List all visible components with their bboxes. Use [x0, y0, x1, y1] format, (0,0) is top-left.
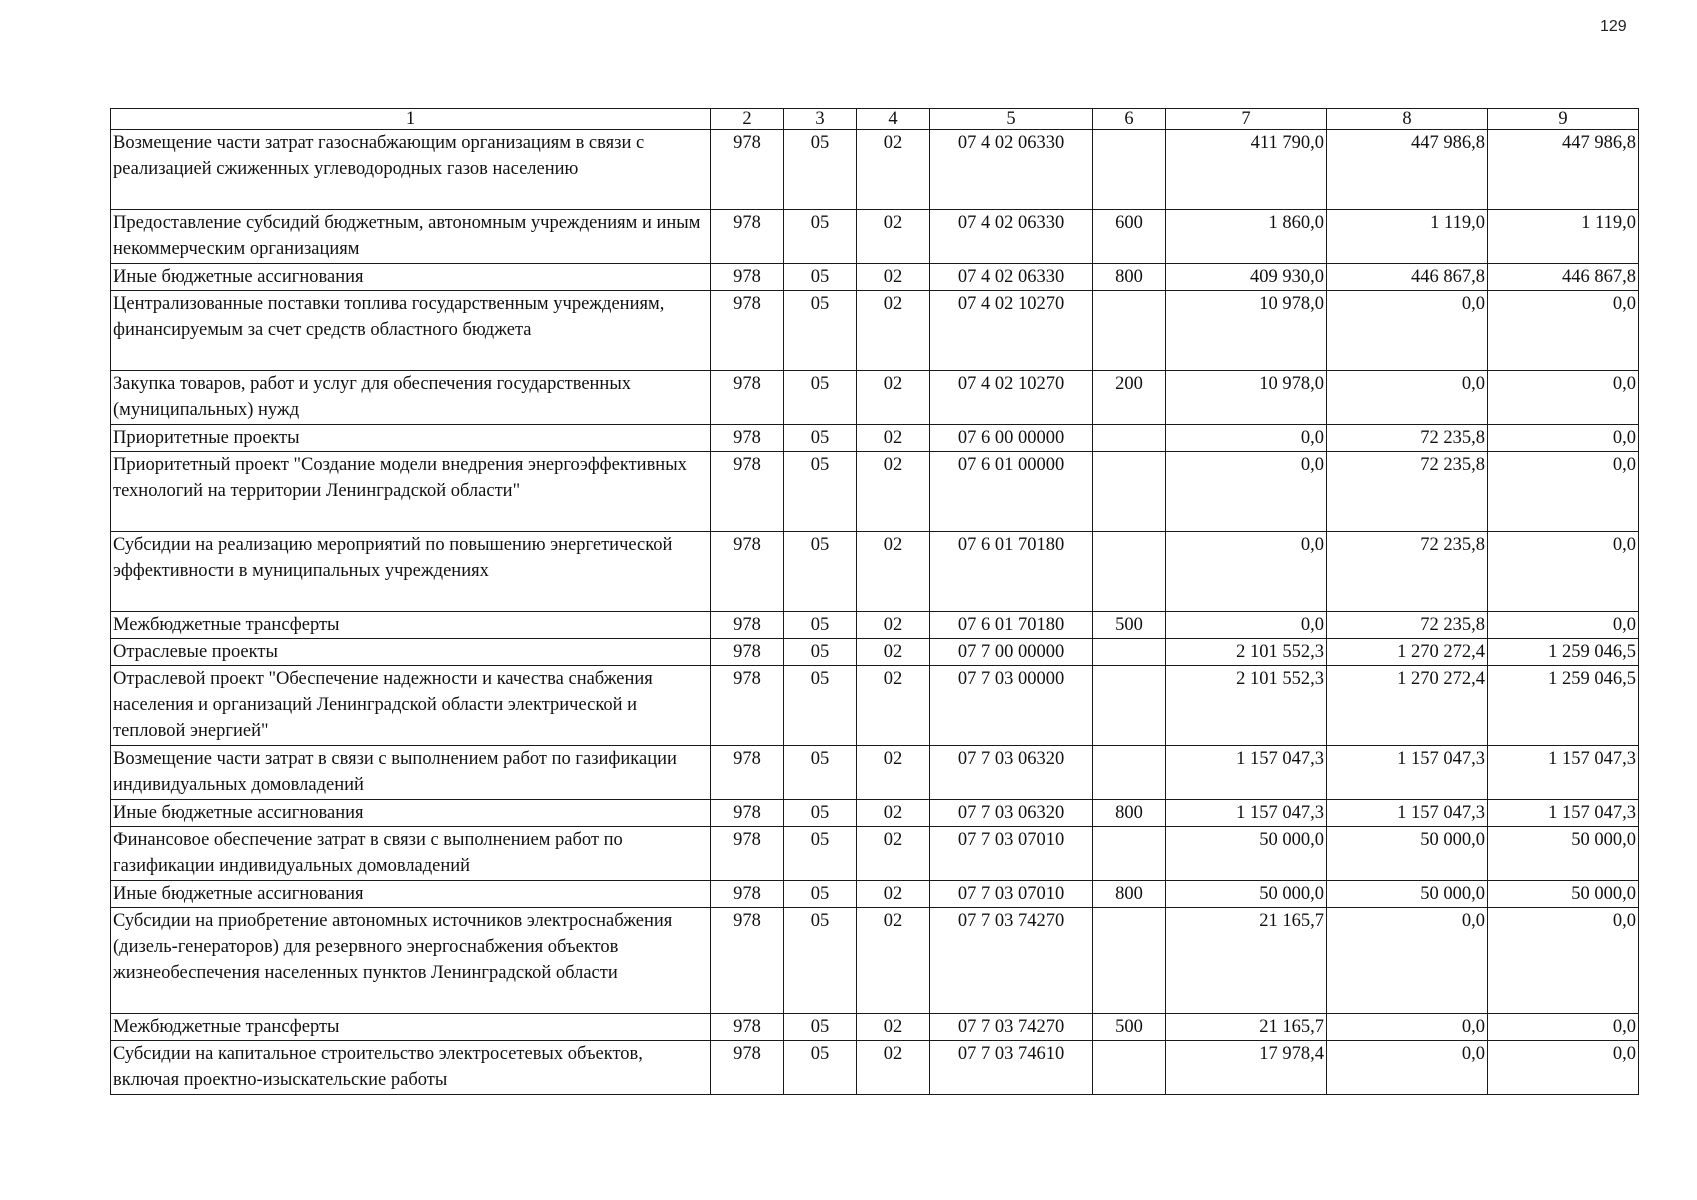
row-name: Закупка товаров, работ и услуг для обеспечения государственных (муниципальных) нужд [111, 371, 711, 425]
amount-col-9: 1 157 047,3 [1488, 746, 1639, 800]
amount-col-7: 21 165,7 [1166, 908, 1327, 1014]
section-code: 05 [784, 452, 857, 532]
section-code: 05 [784, 827, 857, 881]
section-code: 05 [784, 908, 857, 1014]
target-article-code: 07 7 03 74270 [930, 1014, 1093, 1041]
subsection-code: 02 [857, 612, 930, 639]
amount-col-9: 0,0 [1488, 452, 1639, 532]
amount-col-7: 17 978,4 [1166, 1041, 1327, 1095]
row-name: Иные бюджетные ассигнования [111, 264, 711, 291]
page-number: 129 [1600, 18, 1627, 35]
table-row [111, 210, 1639, 264]
expense-type-code: 500 [1093, 612, 1166, 639]
admin-code: 978 [711, 800, 784, 827]
amount-col-9: 50 000,0 [1488, 881, 1639, 908]
header-row [111, 109, 1639, 130]
expense-type-code: 800 [1093, 800, 1166, 827]
admin-code: 978 [711, 1014, 784, 1041]
subsection-code: 02 [857, 1041, 930, 1095]
row-name: Возмещение части затрат в связи с выполнением работ по газификации индивидуальных домовладений [111, 746, 711, 800]
amount-col-9: 0,0 [1488, 371, 1639, 425]
amount-col-8: 1 270 272,4 [1327, 639, 1488, 666]
target-article-code: 07 6 01 70180 [930, 532, 1093, 612]
amount-col-7: 0,0 [1166, 532, 1327, 612]
amount-col-8: 72 235,8 [1327, 452, 1488, 532]
target-article-code: 07 7 03 06320 [930, 746, 1093, 800]
admin-code: 978 [711, 639, 784, 666]
row-name: Субсидии на реализацию мероприятий по повышению энергетической эффективности в муниципальных учреждениях [111, 532, 711, 612]
target-article-code: 07 6 00 00000 [930, 425, 1093, 452]
amount-col-9: 1 157 047,3 [1488, 800, 1639, 827]
column-header-4: 4 [857, 109, 930, 130]
table-row [111, 371, 1639, 425]
expense-type-code: 500 [1093, 1014, 1166, 1041]
subsection-code: 02 [857, 291, 930, 371]
row-name: Финансовое обеспечение затрат в связи с выполнением работ по газификации индивидуальных домовладений [111, 827, 711, 881]
table-row [111, 264, 1639, 291]
section-code: 05 [784, 666, 857, 746]
section-code: 05 [784, 639, 857, 666]
subsection-code: 02 [857, 1014, 930, 1041]
row-name: Субсидии на приобретение автономных источников электроснабжения (дизель-генераторов) для резервного энергоснабжения объектов жизнеобеспечения населенных пунктов Ленинградской области [111, 908, 711, 1014]
section-code: 05 [784, 425, 857, 452]
amount-col-7: 10 978,0 [1166, 371, 1327, 425]
subsection-code: 02 [857, 666, 930, 746]
table-row [111, 639, 1639, 666]
expense-type-code: 800 [1093, 881, 1166, 908]
row-name: Иные бюджетные ассигнования [111, 881, 711, 908]
subsection-code: 02 [857, 881, 930, 908]
admin-code: 978 [711, 264, 784, 291]
column-header-2: 2 [711, 109, 784, 130]
expense-type-code [1093, 639, 1166, 666]
subsection-code: 02 [857, 639, 930, 666]
column-header-1: 1 [111, 109, 711, 130]
amount-col-8: 0,0 [1327, 291, 1488, 371]
row-name: Отраслевые проекты [111, 639, 711, 666]
table-row [111, 1041, 1639, 1095]
column-header-5: 5 [930, 109, 1093, 130]
row-name: Приоритетный проект "Создание модели внедрения энергоэффективных технологий на территории Ленинградской области" [111, 452, 711, 532]
target-article-code: 07 7 03 07010 [930, 827, 1093, 881]
amount-col-7: 50 000,0 [1166, 827, 1327, 881]
subsection-code: 02 [857, 532, 930, 612]
section-code: 05 [784, 371, 857, 425]
row-name: Приоритетные проекты [111, 425, 711, 452]
section-code: 05 [784, 612, 857, 639]
admin-code: 978 [711, 612, 784, 639]
target-article-code: 07 6 01 00000 [930, 452, 1093, 532]
amount-col-7: 1 860,0 [1166, 210, 1327, 264]
section-code: 05 [784, 881, 857, 908]
amount-col-7: 21 165,7 [1166, 1014, 1327, 1041]
admin-code: 978 [711, 827, 784, 881]
amount-col-8: 50 000,0 [1327, 881, 1488, 908]
subsection-code: 02 [857, 130, 930, 210]
subsection-code: 02 [857, 908, 930, 1014]
expense-type-code [1093, 666, 1166, 746]
column-header-7: 7 [1166, 109, 1327, 130]
row-name: Межбюджетные трансферты [111, 612, 711, 639]
table-row [111, 425, 1639, 452]
table-body [111, 130, 1639, 1095]
target-article-code: 07 7 03 07010 [930, 881, 1093, 908]
subsection-code: 02 [857, 827, 930, 881]
amount-col-9: 0,0 [1488, 532, 1639, 612]
admin-code: 978 [711, 746, 784, 800]
admin-code: 978 [711, 881, 784, 908]
amount-col-7: 1 157 047,3 [1166, 746, 1327, 800]
amount-col-9: 0,0 [1488, 1014, 1639, 1041]
expense-type-code [1093, 425, 1166, 452]
admin-code: 978 [711, 371, 784, 425]
row-name: Субсидии на капитальное строительство электросетевых объектов, включая проектно-изыскательские работы [111, 1041, 711, 1095]
target-article-code: 07 7 03 74610 [930, 1041, 1093, 1095]
table-row [111, 827, 1639, 881]
subsection-code: 02 [857, 800, 930, 827]
amount-col-9: 0,0 [1488, 1041, 1639, 1095]
admin-code: 978 [711, 532, 784, 612]
admin-code: 978 [711, 210, 784, 264]
row-name: Иные бюджетные ассигнования [111, 800, 711, 827]
column-header-9: 9 [1488, 109, 1639, 130]
expense-type-code [1093, 827, 1166, 881]
amount-col-8: 1 270 272,4 [1327, 666, 1488, 746]
column-header-6: 6 [1093, 109, 1166, 130]
amount-col-9: 1 259 046,5 [1488, 639, 1639, 666]
amount-col-7: 2 101 552,3 [1166, 639, 1327, 666]
amount-col-7: 0,0 [1166, 425, 1327, 452]
subsection-code: 02 [857, 425, 930, 452]
section-code: 05 [784, 1014, 857, 1041]
subsection-code: 02 [857, 452, 930, 532]
expense-type-code [1093, 908, 1166, 1014]
amount-col-9: 0,0 [1488, 908, 1639, 1014]
admin-code: 978 [711, 452, 784, 532]
amount-col-9: 50 000,0 [1488, 827, 1639, 881]
expense-type-code: 200 [1093, 371, 1166, 425]
table-row [111, 881, 1639, 908]
amount-col-8: 1 119,0 [1327, 210, 1488, 264]
admin-code: 978 [711, 666, 784, 746]
target-article-code: 07 4 02 10270 [930, 371, 1093, 425]
row-name: Межбюджетные трансферты [111, 1014, 711, 1041]
expense-type-code [1093, 1041, 1166, 1095]
table-row [111, 908, 1639, 1014]
subsection-code: 02 [857, 264, 930, 291]
table-row [111, 746, 1639, 800]
amount-col-7: 2 101 552,3 [1166, 666, 1327, 746]
amount-col-8: 446 867,8 [1327, 264, 1488, 291]
target-article-code: 07 4 02 10270 [930, 291, 1093, 371]
section-code: 05 [784, 210, 857, 264]
amount-col-8: 0,0 [1327, 1041, 1488, 1095]
amount-col-8: 0,0 [1327, 908, 1488, 1014]
admin-code: 978 [711, 1041, 784, 1095]
expense-type-code: 800 [1093, 264, 1166, 291]
table-row [111, 130, 1639, 210]
amount-col-8: 1 157 047,3 [1327, 746, 1488, 800]
section-code: 05 [784, 1041, 857, 1095]
table-row [111, 800, 1639, 827]
table-row [111, 291, 1639, 371]
expense-type-code [1093, 130, 1166, 210]
expense-type-code [1093, 532, 1166, 612]
table-row [111, 452, 1639, 532]
subsection-code: 02 [857, 371, 930, 425]
table-row [111, 532, 1639, 612]
amount-col-7: 0,0 [1166, 612, 1327, 639]
target-article-code: 07 7 03 74270 [930, 908, 1093, 1014]
row-name: Предоставление субсидий бюджетным, автономным учреждениям и иным некоммерческим организациям [111, 210, 711, 264]
target-article-code: 07 4 02 06330 [930, 264, 1093, 291]
target-article-code: 07 4 02 06330 [930, 210, 1093, 264]
amount-col-8: 72 235,8 [1327, 612, 1488, 639]
table-row [111, 612, 1639, 639]
column-header-3: 3 [784, 109, 857, 130]
amount-col-9: 0,0 [1488, 291, 1639, 371]
row-name: Централизованные поставки топлива государственным учреждениям, финансируемым за счет средств областного бюджета [111, 291, 711, 371]
amount-col-8: 50 000,0 [1327, 827, 1488, 881]
admin-code: 978 [711, 425, 784, 452]
budget-table [110, 108, 1639, 1095]
amount-col-8: 72 235,8 [1327, 425, 1488, 452]
expense-type-code [1093, 746, 1166, 800]
subsection-code: 02 [857, 210, 930, 264]
section-code: 05 [784, 746, 857, 800]
subsection-code: 02 [857, 746, 930, 800]
target-article-code: 07 4 02 06330 [930, 130, 1093, 210]
amount-col-9: 1 259 046,5 [1488, 666, 1639, 746]
amount-col-7: 50 000,0 [1166, 881, 1327, 908]
target-article-code: 07 7 03 00000 [930, 666, 1093, 746]
target-article-code: 07 7 00 00000 [930, 639, 1093, 666]
admin-code: 978 [711, 291, 784, 371]
section-code: 05 [784, 291, 857, 371]
admin-code: 978 [711, 908, 784, 1014]
expense-type-code: 600 [1093, 210, 1166, 264]
amount-col-7: 409 930,0 [1166, 264, 1327, 291]
expense-type-code [1093, 291, 1166, 371]
amount-col-9: 447 986,8 [1488, 130, 1639, 210]
amount-col-7: 411 790,0 [1166, 130, 1327, 210]
amount-col-7: 0,0 [1166, 452, 1327, 532]
section-code: 05 [784, 532, 857, 612]
target-article-code: 07 7 03 06320 [930, 800, 1093, 827]
amount-col-9: 1 119,0 [1488, 210, 1639, 264]
target-article-code: 07 6 01 70180 [930, 612, 1093, 639]
amount-col-9: 0,0 [1488, 612, 1639, 639]
section-code: 05 [784, 800, 857, 827]
amount-col-7: 1 157 047,3 [1166, 800, 1327, 827]
amount-col-9: 446 867,8 [1488, 264, 1639, 291]
column-header-8: 8 [1327, 109, 1488, 130]
expense-type-code [1093, 452, 1166, 532]
amount-col-8: 0,0 [1327, 371, 1488, 425]
section-code: 05 [784, 130, 857, 210]
table-row [111, 1014, 1639, 1041]
amount-col-8: 0,0 [1327, 1014, 1488, 1041]
row-name: Возмещение части затрат газоснабжающим организациям в связи с реализацией сжиженных углеводородных газов населению [111, 130, 711, 210]
amount-col-9: 0,0 [1488, 425, 1639, 452]
amount-col-8: 447 986,8 [1327, 130, 1488, 210]
amount-col-8: 72 235,8 [1327, 532, 1488, 612]
table-row [111, 666, 1639, 746]
admin-code: 978 [711, 130, 784, 210]
amount-col-8: 1 157 047,3 [1327, 800, 1488, 827]
section-code: 05 [784, 264, 857, 291]
amount-col-7: 10 978,0 [1166, 291, 1327, 371]
row-name: Отраслевой проект "Обеспечение надежности и качества снабжения населения и организаций Ленинградской области электрической и тепловой энергией" [111, 666, 711, 746]
